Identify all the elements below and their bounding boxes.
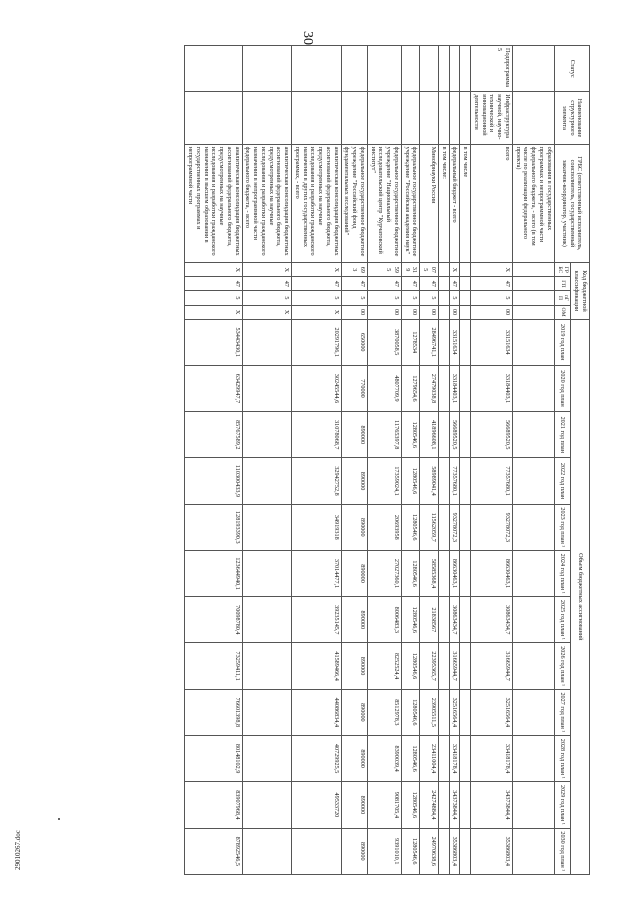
- value-cell: 31665944,7: [449, 643, 460, 689]
- value-cell: 32516564,4: [471, 689, 513, 735]
- value-cell: 33184403,1: [471, 365, 513, 411]
- value-cell: 890000: [341, 735, 367, 781]
- code-cell: 00: [420, 305, 439, 319]
- value-cell: 86630463,1: [449, 550, 460, 596]
- value-cell: 1280546,6: [401, 504, 420, 550]
- value-cell: 650000: [341, 319, 367, 365]
- value-cell: [438, 319, 449, 365]
- value-cell: [242, 643, 292, 689]
- value-cell: 33418178,4: [471, 735, 513, 781]
- value-cell: [460, 643, 471, 689]
- element-name-cell: [367, 92, 401, 144]
- header-year: 2028 год план ¹: [554, 735, 571, 781]
- value-cell: [512, 828, 554, 874]
- code-cell: [512, 277, 554, 291]
- header-year: 2024 год план ¹: [554, 550, 571, 596]
- code-cell: [460, 277, 471, 291]
- value-cell: [460, 458, 471, 504]
- value-cell: 77357680,1: [449, 458, 460, 504]
- value-cell: [242, 504, 292, 550]
- code-cell: 5: [449, 291, 460, 305]
- value-cell: 70098780,4: [185, 597, 242, 643]
- code-cell: X: [292, 263, 342, 277]
- value-cell: 49533720: [292, 782, 342, 828]
- code-cell: [438, 291, 449, 305]
- value-cell: 34373844,4: [449, 782, 460, 828]
- value-cell: 33418178,4: [449, 735, 460, 781]
- value-cell: [438, 735, 449, 781]
- value-cell: [438, 412, 449, 458]
- value-cell: 20693958: [367, 504, 401, 550]
- header-year: 2025 год план ¹: [554, 597, 571, 643]
- code-cell: X: [471, 263, 513, 277]
- value-cell: 77357680,1: [471, 458, 513, 504]
- element-name-cell: [341, 92, 367, 144]
- header-name: Наименование структурного элемента: [554, 92, 589, 144]
- value-cell: 1280546,6: [401, 550, 420, 596]
- code-cell: 47: [420, 277, 439, 291]
- value-cell: 3870058,5: [367, 319, 401, 365]
- code-cell: 319: [401, 263, 420, 277]
- value-cell: 31078068,7: [292, 412, 342, 458]
- grbs-cell: федеральный бюджет - всего: [449, 144, 460, 263]
- status-cell: [512, 46, 554, 92]
- value-cell: 39235145,7: [292, 597, 342, 643]
- header-year: 2019 год план: [554, 319, 571, 365]
- value-cell: 37014477,1: [292, 550, 342, 596]
- code-cell: 595: [367, 263, 401, 277]
- header-year: 2026 год план ¹: [554, 643, 571, 689]
- code-cell: [438, 305, 449, 319]
- value-cell: 8006483,3: [367, 597, 401, 643]
- code-cell: 47: [367, 277, 401, 291]
- header-year: 2023 год план ¹: [554, 504, 571, 550]
- budget-table: [184, 45, 590, 875]
- table-row: [512, 46, 554, 875]
- value-cell: 890000: [341, 643, 367, 689]
- value-cell: [292, 828, 342, 874]
- value-cell: 1280546,6: [401, 689, 420, 735]
- value-cell: [242, 597, 292, 643]
- element-name-cell: [185, 92, 242, 144]
- value-cell: 87892546,5: [185, 828, 242, 874]
- value-cell: 32942752,8: [292, 458, 342, 504]
- grbs-cell: аналитическая консолидация бюджетных ассигнований федерального бюджета, предусмотренных на научные исследования и разработки гражданского назначения в непрограммной части федерального бюджета, - всего: [242, 144, 292, 263]
- header-code: пГП: [554, 291, 571, 305]
- code-cell: 00: [341, 305, 367, 319]
- value-cell: [512, 412, 554, 458]
- table-row: [460, 46, 471, 875]
- value-cell: [512, 458, 554, 504]
- value-cell: [460, 597, 471, 643]
- value-cell: 73259411,1: [185, 643, 242, 689]
- value-cell: 9081705,4: [367, 782, 401, 828]
- table-row: [367, 46, 401, 875]
- status-cell: [438, 46, 449, 92]
- code-cell: [460, 291, 471, 305]
- value-cell: [460, 782, 471, 828]
- header-code: ОМ: [554, 305, 571, 319]
- value-cell: 1280546,6: [401, 412, 420, 458]
- value-cell: [242, 412, 292, 458]
- value-cell: 1280546,6: [401, 782, 420, 828]
- value-cell: 63429947,7: [185, 365, 242, 411]
- value-cell: 85767589,2: [185, 412, 242, 458]
- value-cell: 123644940,1: [185, 550, 242, 596]
- value-cell: 4807709,9: [367, 365, 401, 411]
- value-cell: 35386803,4: [449, 828, 460, 874]
- value-cell: [460, 735, 471, 781]
- value-cell: [242, 319, 292, 365]
- status-cell: [367, 46, 401, 92]
- header-year: 2021 год план: [554, 412, 571, 458]
- value-cell: [460, 319, 471, 365]
- value-cell: 32516564,4: [449, 689, 460, 735]
- header-year: 2027 год план ¹: [554, 689, 571, 735]
- element-name-cell: [420, 92, 439, 144]
- code-cell: [512, 291, 554, 305]
- value-cell: 76601398,8: [185, 689, 242, 735]
- header-year: 2022 год план: [554, 458, 571, 504]
- grbs-cell: в том числе: [460, 144, 471, 263]
- value-cell: 41589466,4: [292, 643, 342, 689]
- value-cell: 890000: [341, 550, 367, 596]
- header-grbs: ГРБС (ответственный исполнитель, соисполнитель, государственный заказчик-координатор, участник): [554, 144, 589, 263]
- value-cell: [512, 504, 554, 550]
- value-cell: 56689520,5: [471, 412, 513, 458]
- code-cell: 5: [292, 291, 342, 305]
- table-row: [185, 46, 242, 875]
- value-cell: 890000: [341, 689, 367, 735]
- value-cell: 27479038,8: [420, 365, 439, 411]
- code-cell: 5: [367, 291, 401, 305]
- table-row: [449, 46, 460, 875]
- value-cell: [460, 365, 471, 411]
- header-code: ГП: [554, 277, 571, 291]
- code-cell: X: [185, 305, 242, 319]
- code-cell: 47: [471, 277, 513, 291]
- value-cell: [242, 828, 292, 874]
- value-cell: 41896608,1: [420, 412, 439, 458]
- value-cell: [512, 319, 554, 365]
- value-cell: [460, 504, 471, 550]
- value-cell: 20291796,1: [292, 319, 342, 365]
- value-cell: [438, 689, 449, 735]
- status-cell: [292, 46, 342, 92]
- header-year: 2029 год план ¹: [554, 782, 571, 828]
- header-year: 2030 год план ¹: [554, 828, 571, 874]
- table-body: [185, 46, 554, 875]
- value-cell: 24274884,4: [420, 782, 439, 828]
- value-cell: 56689520,5: [449, 412, 460, 458]
- code-cell: 5: [341, 291, 367, 305]
- value-cell: 30863434,7: [471, 597, 513, 643]
- value-cell: 11562059,7: [420, 504, 439, 550]
- grbs-cell: образования в государственных программах и непрограммной части федерального бюджета, - всего (в том числе по реализации федерального проекта): [512, 144, 554, 263]
- header-status: Статус: [554, 46, 589, 92]
- status-cell: [460, 46, 471, 92]
- value-cell: 53443430,1: [185, 319, 242, 365]
- header-code: ГРБС: [554, 263, 571, 277]
- value-cell: 27027360,1: [367, 550, 401, 596]
- header-code-group: Код бюджетной классификации: [571, 263, 590, 319]
- value-cell: [512, 365, 554, 411]
- value-cell: [512, 597, 554, 643]
- grbs-cell: в том числе:: [438, 144, 449, 263]
- code-cell: 5: [401, 291, 420, 305]
- value-cell: 890000: [341, 412, 367, 458]
- code-cell: [438, 277, 449, 291]
- value-cell: [438, 828, 449, 874]
- landscape-page: [60, 45, 590, 875]
- code-cell: 00: [449, 305, 460, 319]
- value-cell: 23411004,4: [420, 735, 439, 781]
- element-name-cell: [512, 92, 554, 144]
- code-cell: 47: [449, 277, 460, 291]
- value-cell: 23905511,5: [420, 689, 439, 735]
- value-cell: 21838567: [420, 597, 439, 643]
- element-name-cell: [292, 92, 342, 144]
- value-cell: 31665944,7: [471, 643, 513, 689]
- value-cell: 8512978,3: [367, 689, 401, 735]
- code-cell: [460, 305, 471, 319]
- value-cell: 40729925,5: [292, 735, 342, 781]
- value-cell: [242, 735, 292, 781]
- value-cell: 8390039,4: [367, 735, 401, 781]
- value-cell: 35386803,4: [471, 828, 513, 874]
- code-cell: 47: [401, 277, 420, 291]
- value-cell: 1280546,6: [401, 828, 420, 874]
- code-cell: X: [292, 305, 342, 319]
- table-row: [438, 46, 449, 875]
- header-budget-group: Объем бюджетных ассигнований: [571, 319, 590, 874]
- value-cell: 770000: [341, 365, 367, 411]
- value-cell: 17359024,1: [367, 458, 401, 504]
- value-cell: [438, 782, 449, 828]
- value-cell: 890000: [341, 828, 367, 874]
- code-cell: [512, 263, 554, 277]
- value-cell: 1280546,6: [401, 458, 420, 504]
- document-id: 29010267.doc: [14, 830, 22, 870]
- code-cell: 5: [420, 291, 439, 305]
- code-cell: 5: [242, 291, 292, 305]
- status-cell: [449, 46, 460, 92]
- grbs-cell: аналитическая консолидация бюджетных ассигнований федерального бюджета, предусмотренных на научные исследования и разработки гражданского назначения в других государственных программах, - всего: [292, 144, 342, 263]
- value-cell: [438, 597, 449, 643]
- value-cell: [438, 550, 449, 596]
- value-cell: [242, 550, 292, 596]
- value-cell: [512, 782, 554, 828]
- value-cell: 44086834,4: [292, 689, 342, 735]
- status-cell: [420, 46, 439, 92]
- value-cell: 83907968,4: [185, 782, 242, 828]
- value-cell: 22395365,7: [420, 643, 439, 689]
- value-cell: 1280546,6: [401, 597, 420, 643]
- value-cell: 86630463,1: [471, 550, 513, 596]
- grbs-cell: федеральное государственное бюджетное учреждение "Национальный исследовательский центр "Курчатовский институт": [367, 144, 401, 263]
- code-cell: [512, 305, 554, 319]
- table-row: [471, 46, 513, 875]
- code-cell: X: [242, 263, 292, 277]
- code-cell: [460, 263, 471, 277]
- header-year: 2020 год план: [554, 365, 571, 411]
- value-cell: 110300433,9: [185, 458, 242, 504]
- grbs-cell: аналитическая консолидация бюджетных ассигнований федерального бюджета, предусмотренных на научные исследования и разработки гражданского назначения в высшем образовании в государственных программах и непрограммной части: [185, 144, 242, 263]
- value-cell: [512, 643, 554, 689]
- value-cell: 890000: [341, 597, 367, 643]
- value-cell: [460, 689, 471, 735]
- value-cell: 30245544,6: [292, 365, 342, 411]
- value-cell: 128193390,3: [185, 504, 242, 550]
- grbs-cell: федеральное государственное бюджетное учреждение "Российский фонд фундаментальных исследований": [341, 144, 367, 263]
- value-cell: 1280546,6: [401, 643, 420, 689]
- code-cell: 5: [471, 291, 513, 305]
- element-name-cell: [401, 92, 420, 144]
- value-cell: 58585368,4: [420, 550, 439, 596]
- value-cell: [242, 458, 292, 504]
- status-cell: [401, 46, 420, 92]
- table-row: [420, 46, 439, 875]
- value-cell: 1280546,6: [401, 735, 420, 781]
- status-cell: [242, 46, 292, 92]
- value-cell: 58989041,4: [420, 458, 439, 504]
- value-cell: [512, 550, 554, 596]
- value-cell: [460, 412, 471, 458]
- value-cell: [460, 550, 471, 596]
- status-cell: Подпрограмма 5: [471, 46, 513, 92]
- value-cell: [512, 689, 554, 735]
- table-row: [292, 46, 342, 875]
- code-cell: 5: [185, 291, 242, 305]
- value-cell: [438, 504, 449, 550]
- value-cell: 33184403,1: [449, 365, 460, 411]
- code-cell: 47: [242, 277, 292, 291]
- value-cell: 34919318: [292, 504, 342, 550]
- code-cell: 00: [367, 305, 401, 319]
- page-number: 30: [300, 31, 315, 45]
- value-cell: 30863434,7: [449, 597, 460, 643]
- value-cell: 9391010,1: [367, 828, 401, 874]
- code-cell: 47: [185, 277, 242, 291]
- grbs-cell: федеральное государственное бюджетное учреждение "Российская академия наук": [401, 144, 420, 263]
- code-cell: 47: [341, 277, 367, 291]
- value-cell: 890000: [341, 458, 367, 504]
- element-name-cell: Инфраструктура научной, научно-технической и инновационной деятельности: [471, 92, 513, 144]
- value-cell: 33151634: [471, 319, 513, 365]
- code-cell: 075: [420, 263, 439, 277]
- value-cell: [242, 782, 292, 828]
- status-cell: [185, 46, 242, 92]
- code-cell: 47: [292, 277, 342, 291]
- code-cell: 00: [401, 305, 420, 319]
- element-name-cell: [242, 92, 292, 144]
- code-cell: 00: [471, 305, 513, 319]
- value-cell: 890000: [341, 782, 367, 828]
- value-cell: [438, 458, 449, 504]
- element-name-cell: [438, 92, 449, 144]
- grbs-cell: Минобрнауки России: [420, 144, 439, 263]
- element-name-cell: [460, 92, 471, 144]
- value-cell: 34373844,4: [471, 782, 513, 828]
- value-cell: 24970638,6: [420, 828, 439, 874]
- table-row: [341, 46, 367, 875]
- value-cell: 93278072,3: [471, 504, 513, 550]
- header-row-group: [571, 46, 590, 875]
- table-row: [242, 46, 292, 875]
- value-cell: 28496741,1: [420, 319, 439, 365]
- value-cell: 1278534: [401, 319, 420, 365]
- value-cell: 1279654,6: [401, 365, 420, 411]
- status-cell: [341, 46, 367, 92]
- value-cell: 8252524,4: [367, 643, 401, 689]
- code-cell: X: [185, 263, 242, 277]
- value-cell: [438, 365, 449, 411]
- value-cell: 93278072,3: [449, 504, 460, 550]
- grbs-cell: всего: [471, 144, 513, 263]
- element-name-cell: [449, 92, 460, 144]
- value-cell: 33151634: [449, 319, 460, 365]
- code-cell: X: [449, 263, 460, 277]
- value-cell: [460, 828, 471, 874]
- value-cell: 890000: [341, 504, 367, 550]
- value-cell: [242, 689, 292, 735]
- value-cell: 80148102,9: [185, 735, 242, 781]
- code-cell: [438, 263, 449, 277]
- code-cell: X: [242, 305, 292, 319]
- value-cell: [242, 365, 292, 411]
- value-cell: [438, 643, 449, 689]
- code-cell: 693: [341, 263, 367, 277]
- value-cell: [512, 735, 554, 781]
- value-cell: 11765397,8: [367, 412, 401, 458]
- table-row: [401, 46, 420, 875]
